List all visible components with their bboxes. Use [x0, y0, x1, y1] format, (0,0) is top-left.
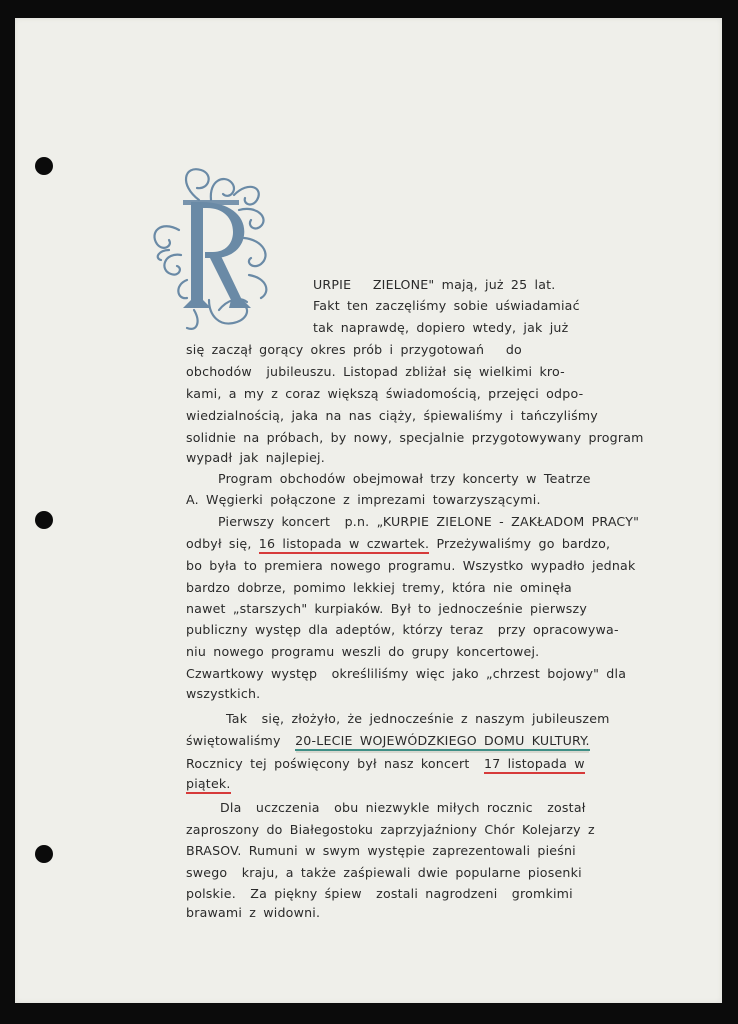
p3-line-2 — [186, 536, 610, 552]
p1-line-1: URPIE ZIELONE" mają, już 25 lat. — [313, 277, 556, 292]
p1-line-4: się zaczął gorący okres prób i przygotowań do — [186, 342, 522, 357]
p4-line-2-prefix: świętowaliśmy — [186, 733, 296, 748]
date-16-listopada-underlined: 16 listopada w czwartek. — [259, 536, 429, 554]
p3-line-4: bardzo dobrze, pomimo lekkiej tremy, która nie ominęła — [186, 580, 572, 595]
p2-line-1: Program obchodów obejmował trzy koncerty w Teatrze — [218, 471, 591, 486]
p3-line-5: nawet „starszych" kurpiaków. Był to jednocześnie pierwszy — [186, 601, 587, 616]
p3-line-2-prefix: odbył się, — [186, 536, 259, 551]
p1-line-8: solidnie na próbach, by nowy, specjalnie przygotowywany program — [186, 430, 644, 445]
p3-line-6: publiczny występ dla adeptów, którzy teraz przy opracowywa- — [186, 622, 619, 637]
ornamental-initial-k — [139, 160, 284, 335]
p3-line-8: Czwartkowy występ określiliśmy więc jako „chrzest bojowy" dla — [186, 666, 627, 681]
punch-hole-top — [35, 157, 53, 175]
p5-line-2: zaproszony do Białegostoku zaprzyjaźniony Chór Kolejarzy z — [186, 822, 595, 837]
p1-line-7: wiedzialnością, jaka na nas ciąży, śpiewaliśmy i tańczyliśmy — [186, 408, 598, 423]
p5-line-4: swego kraju, a także zaśpiewali dwie popularne piosenki — [186, 865, 582, 880]
p5-line-6: brawami z widowni. — [186, 905, 321, 920]
wdk-anniversary-underlined: 20-LECIE WOJEWÓDZKIEGO DOMU KULTURY. — [295, 733, 590, 751]
p3-line-3: bo była to premiera nowego programu. Wszystko wypadło jednak — [186, 558, 636, 573]
p1-line-2: Fakt ten zaczęliśmy sobie uświadamiać — [313, 298, 580, 313]
p1-line-5: obchodów jubileuszu. Listopad zbliżał się wielkimi kro- — [186, 364, 565, 379]
p5-line-3: BRASOV. Rumuni w swym występie zaprezentowali pieśni — [186, 843, 576, 858]
date-piatek-underlined: piątek. — [186, 776, 231, 794]
p3-line-9: wszystkich. — [186, 686, 261, 701]
p4-line-2 — [186, 733, 590, 749]
p3-line-7: niu nowego programu weszli do grupy koncertowej. — [186, 644, 540, 659]
p4-line-1: Tak się, złożyło, że jednocześnie z naszym jubileuszem — [226, 711, 610, 726]
p3-line-1: Pierwszy koncert p.n. „KURPIE ZIELONE - ZAKŁADOM PRACY" — [218, 514, 640, 529]
p1-line-6: kami, a my z coraz większą świadomością, przejęci odpo- — [186, 386, 584, 401]
p1-line-9: wypadł jak najlepiej. — [186, 450, 325, 465]
p4-line-3 — [186, 756, 585, 772]
p5-line-5: polskie. Za piękny śpiew zostali nagrodzeni gromkimi — [186, 886, 573, 901]
p3-line-2-suffix: Przeżywaliśmy go bardzo, — [429, 536, 611, 551]
date-17-listopada-underlined: 17 listopada w — [484, 756, 585, 774]
p1-line-3: tak naprawdę, dopiero wtedy, jak już — [313, 320, 569, 335]
punch-hole-bottom — [35, 845, 53, 863]
p2-line-2: A. Węgierki połączone z imprezami towarzyszącymi. — [186, 492, 541, 507]
p5-line-1: Dla uczczenia obu niezwykle miłych rocznic został — [220, 800, 586, 815]
p4-line-3-prefix: Rocznicy tej poświęcony był nasz koncert — [186, 756, 484, 771]
punch-hole-middle — [35, 511, 53, 529]
p4-line-4 — [186, 776, 231, 792]
